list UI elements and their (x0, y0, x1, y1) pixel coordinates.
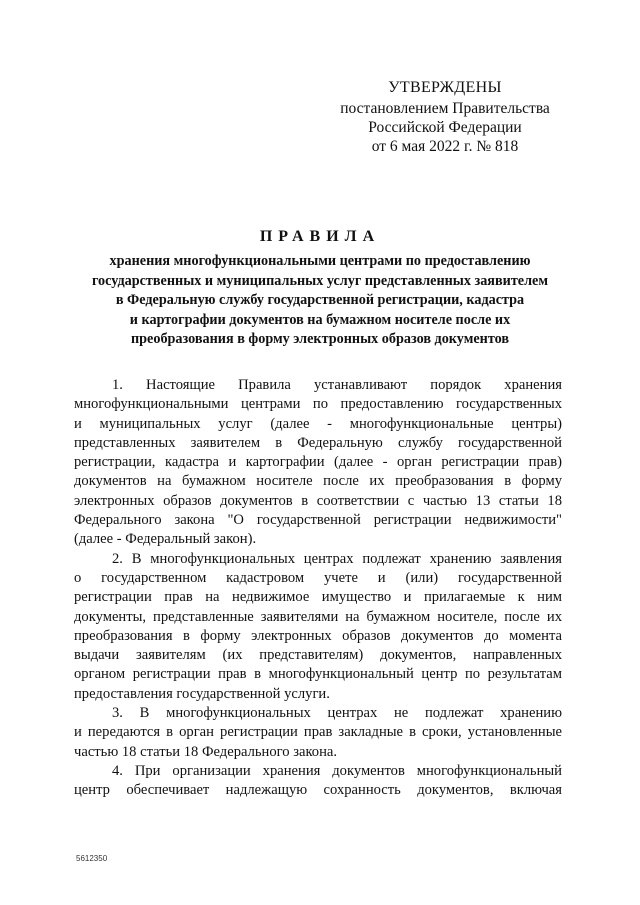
paragraph-line: электронных образов документов в соответствии с частью 13 статьи 18 (74, 492, 562, 509)
approval-line-1: постановлением Правительства (340, 100, 550, 117)
approval-stamp (330, 78, 560, 156)
paragraph-line: о государственном кадастровом учете и (или) государственной (74, 569, 562, 586)
document-title: ПРАВИЛА (259, 228, 381, 245)
subtitle-line: государственных и муниципальных услуг представленных заявителем (91, 272, 549, 289)
document-code: 5612350 (76, 854, 108, 863)
approval-heading: УТВЕРЖДЕНЫ (388, 79, 502, 96)
paragraph-line: представленных заявителем в Федеральную службу государственной (74, 434, 562, 451)
subtitle-line: и картографии документов на бумажном носителе после их (129, 311, 511, 328)
paragraph-line: регистрации прав на недвижимое имущество и прилагаемые к ним (74, 589, 562, 606)
approval-line-3: от 6 мая 2022 г. № 818 (371, 138, 519, 155)
document-subtitle (70, 252, 570, 350)
paragraph-line: частью 18 статьи 18 Федерального закона. (74, 743, 338, 760)
paragraph-line: 4. При организации хранения документов многофункциональный (112, 762, 562, 779)
paragraph-line: документы, представленные заявителями на бумажном носителе, после их (74, 608, 562, 625)
paragraph-line: Федерального закона "О государственной регистрации недвижимости" (74, 512, 562, 529)
approval-line-2: Российской Федерации (368, 119, 522, 136)
subtitle-line: в Федеральную службу государственной регистрации, кадастра (115, 292, 525, 308)
paragraph-1 (74, 376, 562, 550)
document-body (74, 376, 562, 801)
paragraph-line: и передаются в орган регистрации прав закладные в сроки, установленные (74, 724, 562, 741)
paragraph-line: и муниципальных услуг (далее - многофункциональные центры) (74, 415, 562, 432)
paragraph-line: предоставления государственной услуги. (74, 685, 330, 702)
subtitle-line: хранения многофункциональными центрами по предоставлению (109, 253, 531, 269)
paragraph-line: документов на бумажном носителе после их преобразования в форму (74, 473, 562, 490)
paragraph-line: 2. В многофункциональных центрах подлежат хранению заявления (112, 550, 562, 567)
paragraph-line: выдачи заявителям (их представителям) документов, направленных (74, 647, 562, 664)
paragraph-line: регистрации, кадастра и картографии (далее - орган регистрации прав) (74, 454, 562, 471)
paragraph-3 (74, 704, 562, 762)
subtitle-line: преобразования в форму электронных образов документов (130, 331, 510, 347)
paragraph-line: центр обеспечивает надлежащую сохранность документов, включая (74, 782, 562, 799)
paragraph-line: многофункциональными центрами по предоставлению государственных (74, 396, 562, 413)
paragraph-4 (74, 762, 562, 801)
paragraph-line: 3. В многофункциональных центрах не подлежат хранению (112, 705, 562, 722)
paragraph-line: преобразования в форму электронных образов документов до момента (74, 627, 562, 644)
paragraph-2 (74, 550, 562, 704)
paragraph-line: (далее - Федеральный закон). (74, 531, 257, 548)
paragraph-line: 1. Настоящие Правила устанавливают порядок хранения (112, 377, 562, 393)
paragraph-line: органом регистрации прав в многофункциональный центр по результатам (74, 666, 562, 683)
